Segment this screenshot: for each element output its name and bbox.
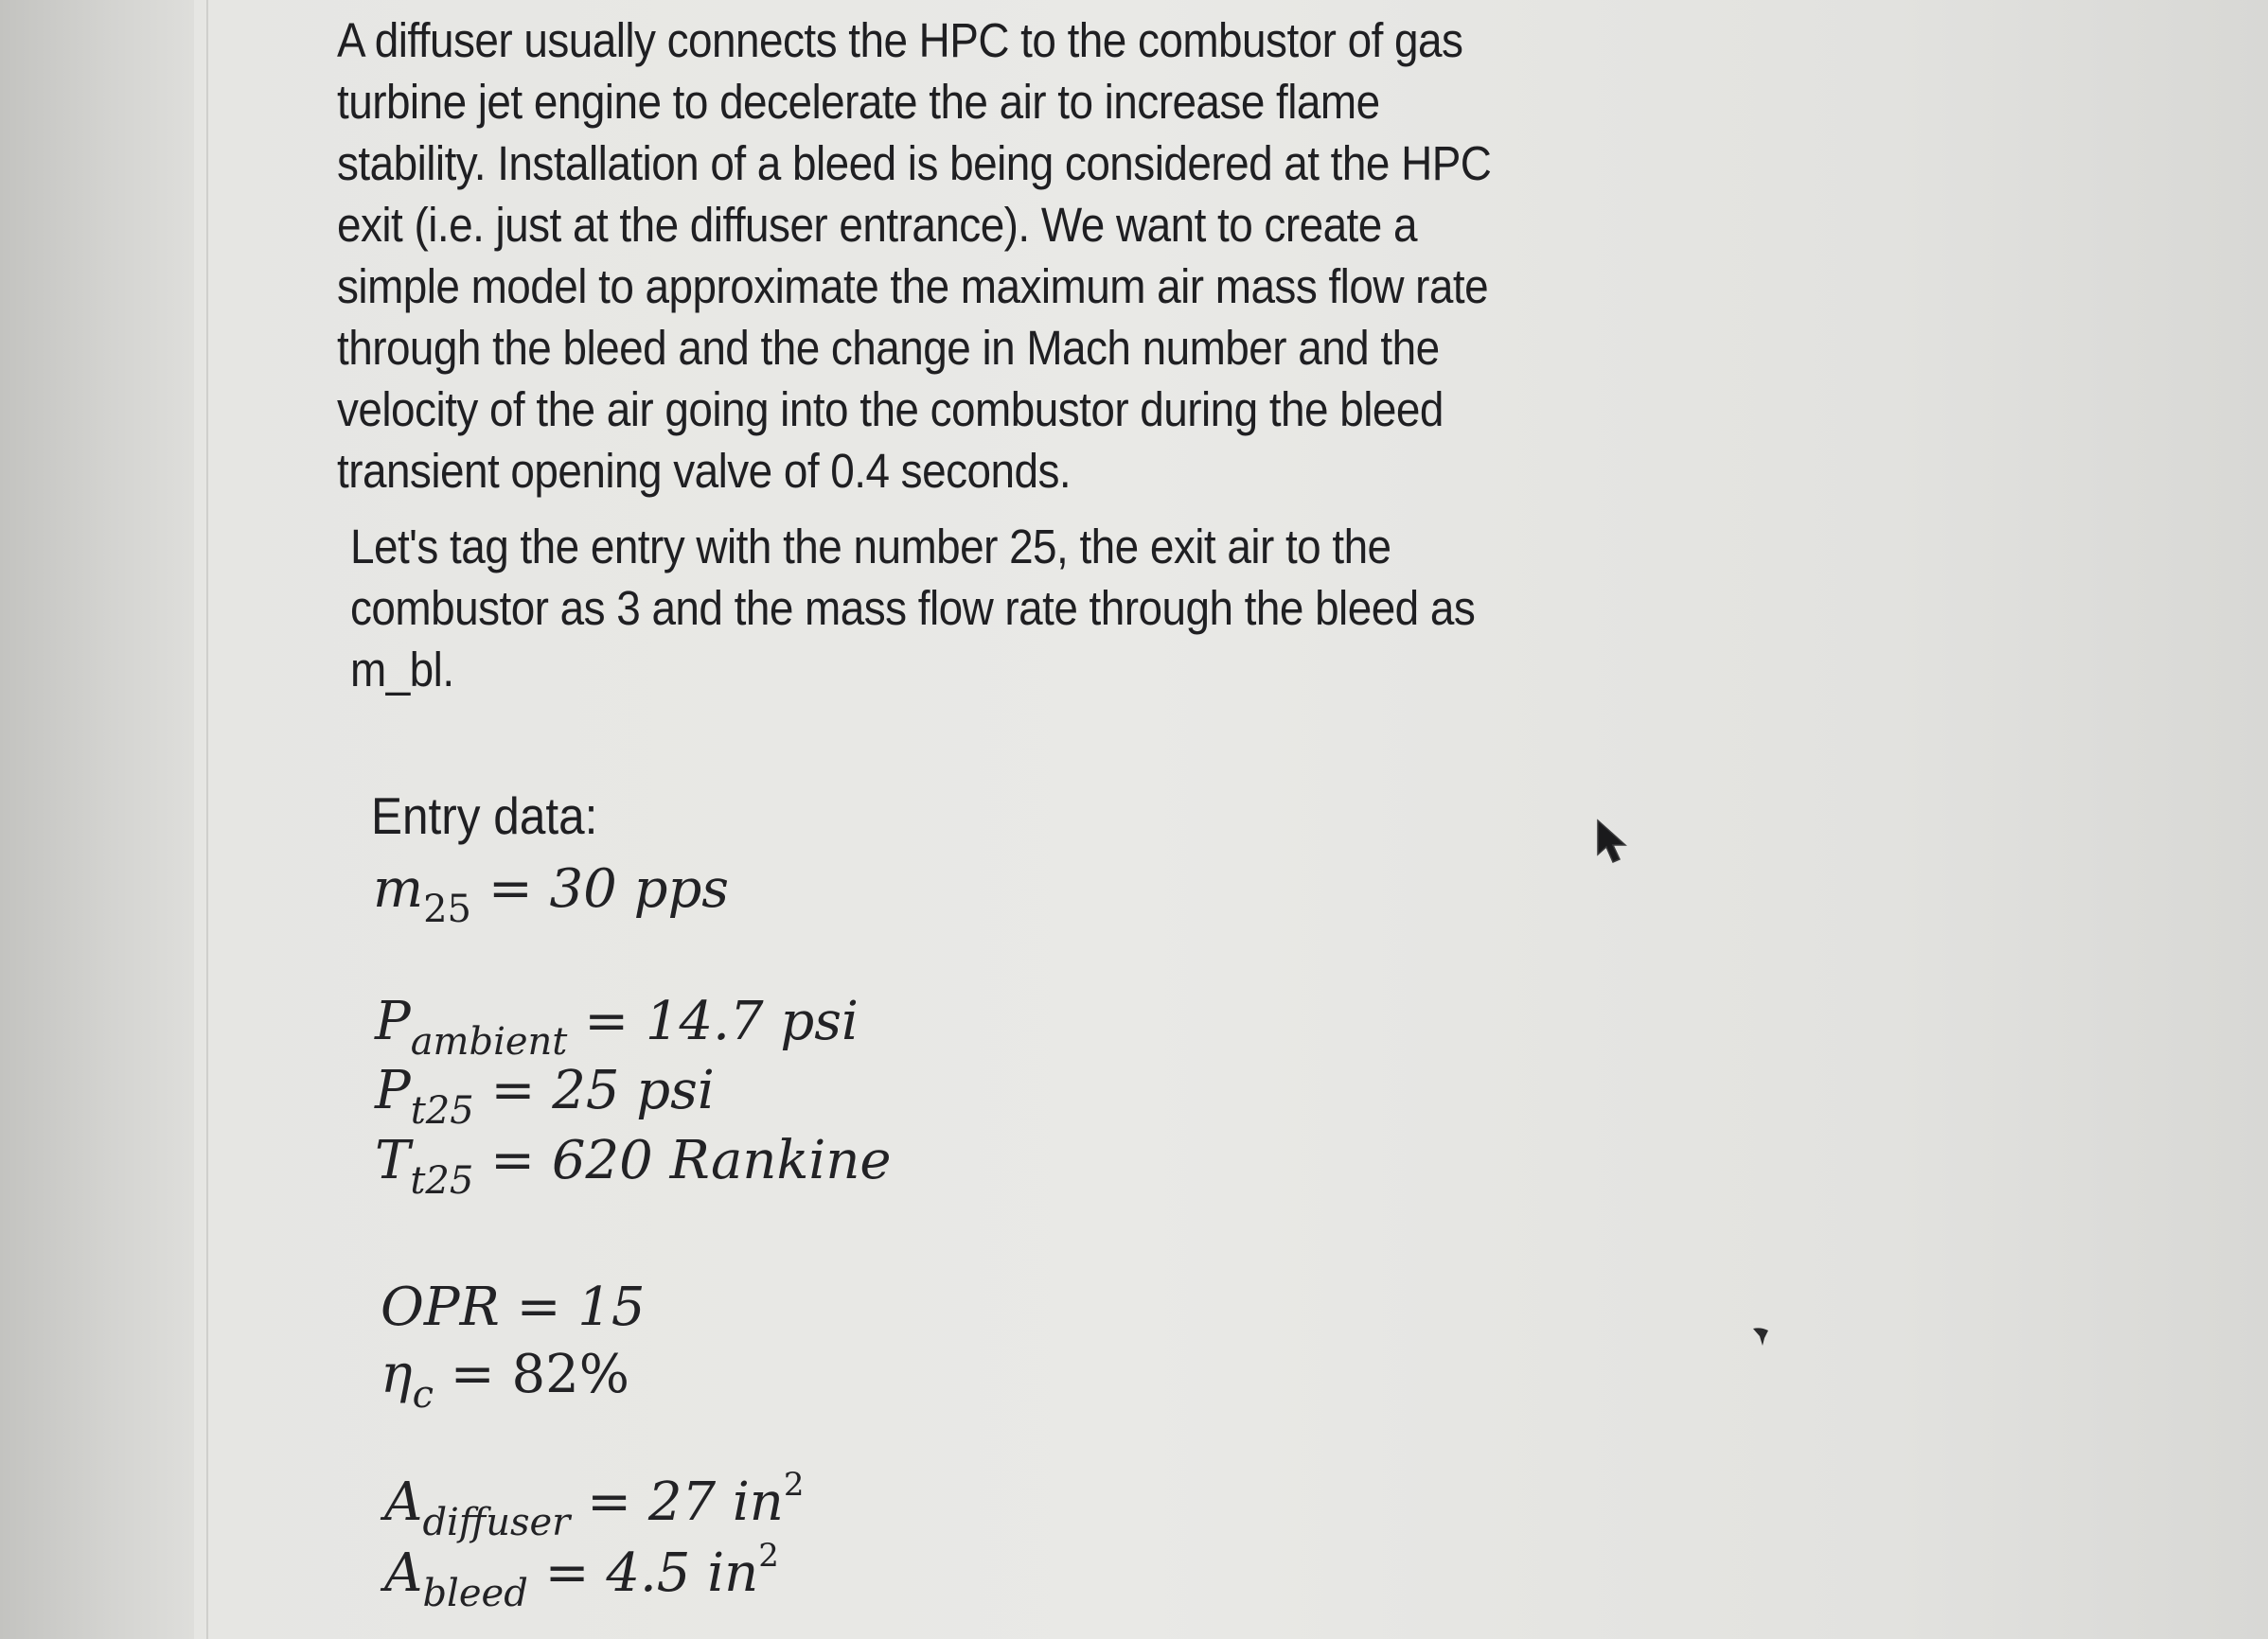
opr-value: = 15 [516,1277,646,1338]
mouse-pointer-icon [1594,819,1632,868]
ableed-subscript: bleed [422,1572,528,1615]
ableed-superscript: 2 [758,1537,779,1575]
m25-value: = 30 pps [487,858,730,920]
problem-document [331,0,1657,1639]
ableed-value: = 4.5 in [544,1542,759,1604]
monitor-bezel-shadow [0,0,194,1639]
eta-value: = 82% [450,1344,629,1405]
m25-symbol: m [373,858,424,920]
tagging-convention-paragraph: Let's tag the entry with the number 25, the exit air to the combustor as 3 and the mass flow rate through the bleed as m_bl. [350,520,1476,696]
pt25-subscript: t25 [410,1089,474,1133]
tt25-value: = 620 Rankine [490,1130,892,1191]
pt25-value: = 25 psi [490,1060,715,1121]
adiff-subscript: diffuser [422,1501,571,1544]
pamb-subscript: ambient [410,1020,568,1064]
diffuser-area [384,1466,805,1544]
pamb-symbol: P [375,991,411,1052]
tt25-symbol: T [375,1130,411,1191]
page-edge [206,0,208,1639]
pt25-symbol: P [375,1060,411,1121]
adiff-superscript: 2 [783,1466,805,1504]
entry-data-heading: Entry data: [371,786,598,845]
m25-subscript: 25 [423,888,472,931]
eta-symbol: η [381,1344,413,1405]
screen-speck [1751,1325,1772,1348]
ableed-symbol: A [384,1542,423,1604]
total-temperature-tt25 [375,1128,892,1203]
total-pressure-pt25 [375,1058,715,1133]
eta-subscript: c [412,1373,434,1417]
pressure-ambient [375,989,859,1064]
overall-pressure-ratio [381,1275,646,1341]
adiff-value: = 27 in [587,1472,784,1533]
pamb-value: = 14.7 psi [584,991,859,1052]
bleed-area [384,1537,779,1615]
adiff-symbol: A [384,1472,423,1533]
compressor-efficiency [381,1342,629,1417]
opr-symbol: OPR [381,1277,500,1338]
tt25-subscript: t25 [410,1159,474,1203]
mass-flow-m25 [373,856,730,931]
problem-description-paragraph: A diffuser usually connects the HPC to the combustor of gas turbine jet engine to decelerate the air to increase flame stability. Installation of a bleed is being considered at the HPC exit (i.e. just at the diffuser entrance). We want to create a simple model to approximate the maximum air mass flow rate through the bleed and the change in Mach number and the velocity of the air going into the combustor during the bleed transient opening valve of 0.4 seconds. [337,13,1492,498]
